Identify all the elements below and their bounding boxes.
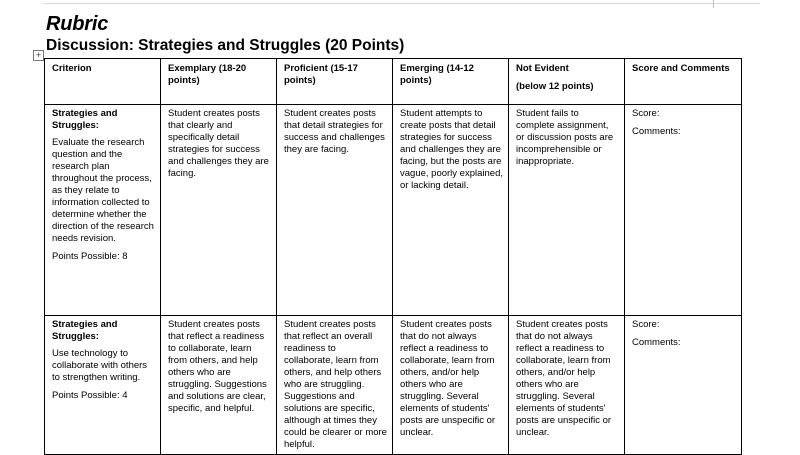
points-possible: Points Possible: 4 <box>52 390 128 401</box>
score-cell[interactable] <box>625 316 742 455</box>
criterion-name: Strategies and Struggles: <box>52 108 118 131</box>
emerging-cell: Student creates posts that do not always reflect a readiness to collaborate, learn from others, and/or help others who are struggling. Several elements of students' posts are unspecific or unclear. <box>393 316 509 455</box>
page-edge-marker <box>713 0 714 8</box>
exemplary-cell: Student creates posts that reflect a readiness to collaborate, learn from others, and help others who are struggling. Suggestions and solutions are clear, specific, and helpful. <box>161 316 277 455</box>
score-label: Score: <box>632 319 660 330</box>
criterion-name: Strategies and Struggles: <box>52 319 118 342</box>
score-label: Score: <box>632 108 660 119</box>
rubric-table <box>44 58 742 455</box>
header-not-evident-label: Not Evident <box>516 63 569 74</box>
score-cell[interactable] <box>625 105 742 316</box>
document-subtitle: Discussion: Strategies and Struggles (20 Points) <box>46 37 405 54</box>
exemplary-cell: Student creates posts that clearly and specifically detail strategies for success and challenges they are facing. <box>161 105 277 316</box>
table-move-handle-icon[interactable]: + <box>33 50 44 61</box>
comments-label: Comments: <box>632 337 681 348</box>
emerging-cell: Student attempts to create posts that detail strategies for success and challenges they are facing, but the posts are vague, poorly explained, or lacking detail. <box>393 105 509 316</box>
document-title: Rubric <box>46 13 109 35</box>
page-top-rule <box>43 3 760 4</box>
header-not-evident <box>509 59 625 105</box>
header-proficient: Proficient (15-17 points) <box>277 59 393 105</box>
not-evident-cell: Student fails to complete assignment, or discussion posts are incomprehensible or inappropriate. <box>509 105 625 316</box>
criterion-cell <box>45 316 161 455</box>
comments-label: Comments: <box>632 126 681 137</box>
table-row <box>45 316 742 455</box>
criterion-description: Use technology to collaborate with others to strengthen writing. <box>52 348 148 383</box>
points-possible: Points Possible: 8 <box>52 251 128 262</box>
proficient-cell: Student creates posts that detail strategies for success and challenges they are facing. <box>277 105 393 316</box>
table-header-row <box>45 59 742 105</box>
header-not-evident-sub: (below 12 points) <box>516 81 594 92</box>
header-criterion: Criterion <box>45 59 161 105</box>
header-score: Score and Comments <box>625 59 742 105</box>
proficient-cell: Student creates posts that reflect an overall readiness to collaborate, learn from others, and help others who are struggling. Suggestions and solutions are specific, although at times they could be clearer or more helpful. <box>277 316 393 455</box>
criterion-cell <box>45 105 161 316</box>
criterion-description: Evaluate the research question and the research plan throughout the process, as they relate to information collected to determine whether the direction of the research needs revision. <box>52 137 154 244</box>
table-row <box>45 105 742 316</box>
not-evident-cell: Student creates posts that do not always reflect a readiness to collaborate, learn from others, and/or help others who are struggling. Several elements of students' posts are unspecific or unclear. <box>509 316 625 455</box>
header-emerging: Emerging (14-12 points) <box>393 59 509 105</box>
header-exemplary: Exemplary (18-20 points) <box>161 59 277 105</box>
